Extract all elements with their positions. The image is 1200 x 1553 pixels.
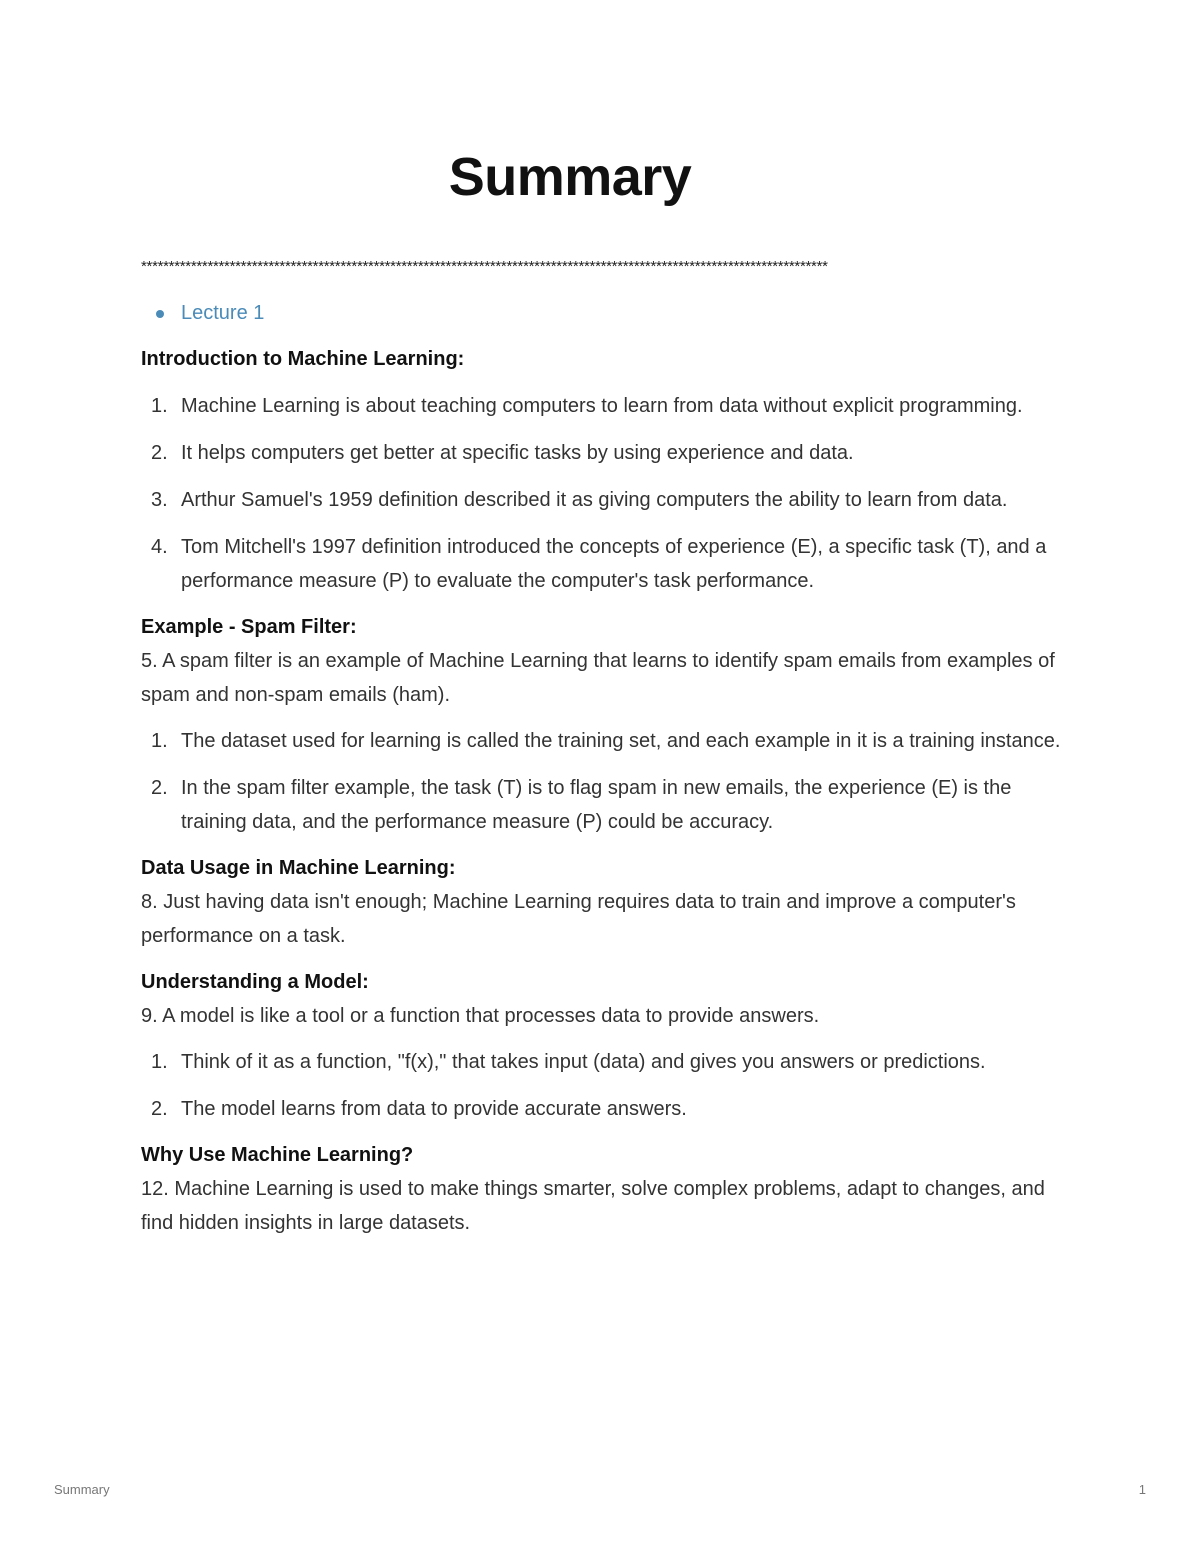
paragraph-model: 9. A model is like a tool or a function that processes data to provide answers. bbox=[141, 1005, 820, 1027]
model-list bbox=[141, 1045, 1071, 1126]
paragraph-spam: 5. A spam filter is an example of Machine Learning that learns to identify spam emails from examples of spam and non-spam emails (ham). bbox=[141, 650, 1055, 706]
page-number: 1 bbox=[1138, 1482, 1146, 1497]
list-item bbox=[141, 1045, 1071, 1079]
list-item bbox=[141, 1092, 1071, 1126]
lecture-link[interactable] bbox=[141, 296, 1071, 330]
list-item bbox=[141, 389, 1071, 423]
item-number: 1. bbox=[151, 730, 168, 752]
item-number: 1. bbox=[151, 395, 168, 417]
lecture-link-label[interactable]: Lecture 1 bbox=[181, 302, 265, 324]
list-item bbox=[141, 483, 1071, 517]
document-body bbox=[141, 252, 1071, 1252]
item-number: 4. bbox=[151, 536, 168, 558]
item-number: 2. bbox=[151, 1098, 168, 1120]
item-number: 1. bbox=[151, 1051, 168, 1073]
list-item bbox=[141, 436, 1071, 470]
item-text: It helps computers get better at specific tasks by using experience and data. bbox=[181, 442, 854, 464]
list-item bbox=[141, 530, 1071, 598]
item-text: Arthur Samuel's 1959 definition described it as giving computers the ability to learn from data. bbox=[181, 489, 1008, 511]
section-heading-data-usage: Data Usage in Machine Learning: bbox=[141, 857, 456, 879]
item-text: The model learns from data to provide accurate answers. bbox=[181, 1098, 687, 1120]
section-heading-intro: Introduction to Machine Learning: bbox=[141, 348, 465, 370]
item-text: In the spam filter example, the task (T) is to flag spam in new emails, the experience (E) is the training data, and the performance measure (P) could be accuracy. bbox=[181, 777, 1012, 833]
intro-list bbox=[141, 389, 1071, 598]
bullet-icon bbox=[156, 310, 164, 318]
list-item bbox=[141, 724, 1071, 758]
list-item bbox=[141, 771, 1071, 839]
section-heading-model: Understanding a Model: bbox=[141, 971, 369, 993]
item-text: Think of it as a function, "f(x)," that takes input (data) and gives you answers or predictions. bbox=[181, 1051, 986, 1073]
item-text: Tom Mitchell's 1997 definition introduced the concepts of experience (E), a specific task (T), and a performance measure (P) to evaluate the computer's task performance. bbox=[181, 536, 1047, 592]
page-title: Summary bbox=[448, 147, 692, 207]
section-heading-spam: Example - Spam Filter: bbox=[141, 616, 357, 638]
lecture-list bbox=[141, 296, 1071, 330]
item-number: 2. bbox=[151, 777, 168, 799]
item-text: Machine Learning is about teaching computers to learn from data without explicit programming. bbox=[181, 395, 1023, 417]
item-number: 2. bbox=[151, 442, 168, 464]
paragraph-data-usage: 8. Just having data isn't enough; Machine Learning requires data to train and improve a computer's performance on a task. bbox=[141, 891, 1016, 947]
footer-title: Summary bbox=[54, 1482, 110, 1497]
spam-list bbox=[141, 724, 1071, 839]
paragraph-why: 12. Machine Learning is used to make things smarter, solve complex problems, adapt to changes, and find hidden insights in large datasets. bbox=[141, 1178, 1045, 1234]
section-heading-why: Why Use Machine Learning? bbox=[141, 1144, 414, 1166]
item-number: 3. bbox=[151, 489, 168, 511]
item-text: The dataset used for learning is called the training set, and each example in it is a training instance. bbox=[181, 730, 1061, 752]
asterisk-divider: **************************************************************************************************************************** bbox=[141, 258, 828, 275]
